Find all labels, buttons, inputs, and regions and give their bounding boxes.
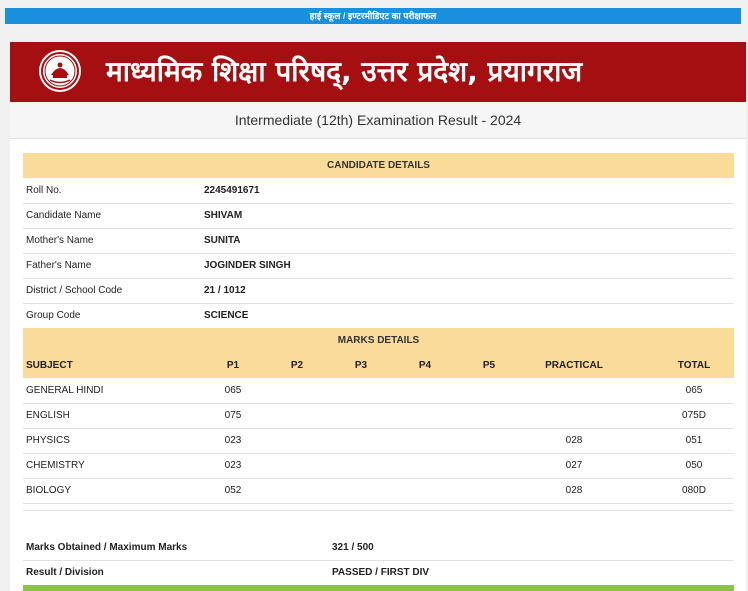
p1-cell: 052 xyxy=(224,485,242,496)
candidate-label: Group Code xyxy=(26,310,81,321)
total-cell: 050 xyxy=(685,460,703,471)
table-row xyxy=(23,478,734,504)
practical-cell: 028 xyxy=(565,435,583,446)
candidate-value: 2245491671 xyxy=(204,185,260,196)
column-header: PRACTICAL xyxy=(545,360,603,371)
practical-cell: 028 xyxy=(565,485,583,496)
candidate-label: Candidate Name xyxy=(26,210,102,221)
total-cell: 065 xyxy=(685,385,703,396)
column-header: TOTAL xyxy=(677,360,711,371)
candidate-value: JOGINDER SINGH xyxy=(204,260,291,271)
column-header: P5 xyxy=(482,360,496,371)
candidate-row-district xyxy=(23,278,734,304)
marks-obtained-row xyxy=(23,535,734,561)
candidate-row-mother xyxy=(23,228,734,254)
candidate-label: Roll No. xyxy=(26,185,62,196)
result-division-label: Result / Division xyxy=(26,567,104,578)
candidate-value: SUNITA xyxy=(204,235,241,246)
candidate-row-roll xyxy=(23,178,734,204)
up-board-emblem-icon xyxy=(38,49,82,93)
candidate-label: Father's Name xyxy=(26,260,92,271)
result-card xyxy=(10,42,746,591)
table-row xyxy=(23,403,734,429)
top-notice-bar: हाई स्कूल / इण्टरमीडिएट का परीक्षाफल xyxy=(5,8,741,24)
marks-obtained-value: 321 / 500 xyxy=(332,542,374,553)
subject-cell: PHYSICS xyxy=(26,435,70,446)
candidate-value: 21 / 1012 xyxy=(204,285,246,296)
subject-cell: ENGLISH xyxy=(26,410,70,421)
candidate-details-header: CANDIDATE DETAILS xyxy=(23,153,734,178)
divider xyxy=(23,510,734,511)
board-banner xyxy=(10,42,746,102)
candidate-value: SCIENCE xyxy=(204,310,249,321)
total-cell: 080D xyxy=(682,485,706,496)
column-header: P3 xyxy=(354,360,368,371)
subject-cell: GENERAL HINDI xyxy=(26,385,104,396)
candidate-row-name xyxy=(23,203,734,229)
candidate-value: SHIVAM xyxy=(204,210,243,221)
table-row xyxy=(23,428,734,454)
column-header: P4 xyxy=(418,360,432,371)
p1-cell: 065 xyxy=(224,385,242,396)
table-row xyxy=(23,453,734,479)
subject-cell: CHEMISTRY xyxy=(26,460,85,471)
total-cell: 051 xyxy=(685,435,703,446)
column-header: P2 xyxy=(290,360,304,371)
result-status-bar xyxy=(23,585,734,591)
result-division-row xyxy=(23,560,734,586)
marks-obtained-label: Marks Obtained / Maximum Marks xyxy=(26,542,188,553)
subject-cell: BIOLOGY xyxy=(26,485,72,496)
column-header: P1 xyxy=(226,360,240,371)
marks-column-header-row xyxy=(23,353,734,378)
table-row xyxy=(23,378,734,404)
column-header: SUBJECT xyxy=(26,360,73,371)
candidate-label: District / School Code xyxy=(26,285,123,296)
marks-details-header: MARKS DETAILS xyxy=(23,328,734,353)
p1-cell: 023 xyxy=(224,435,242,446)
candidate-label: Mother's Name xyxy=(26,235,94,246)
total-cell: 075D xyxy=(682,410,706,421)
board-name: माध्यमिक शिक्षा परिषद्, उत्तर प्रदेश, प्रयागराज xyxy=(106,55,583,88)
p1-cell: 023 xyxy=(224,460,242,471)
candidate-row-father xyxy=(23,253,734,279)
p1-cell: 075 xyxy=(224,410,242,421)
result-division-value: PASSED / FIRST DIV xyxy=(332,567,430,578)
exam-title: Intermediate (12th) Examination Result - 2024 xyxy=(10,102,746,139)
practical-cell: 027 xyxy=(565,460,583,471)
candidate-row-group xyxy=(23,303,734,329)
